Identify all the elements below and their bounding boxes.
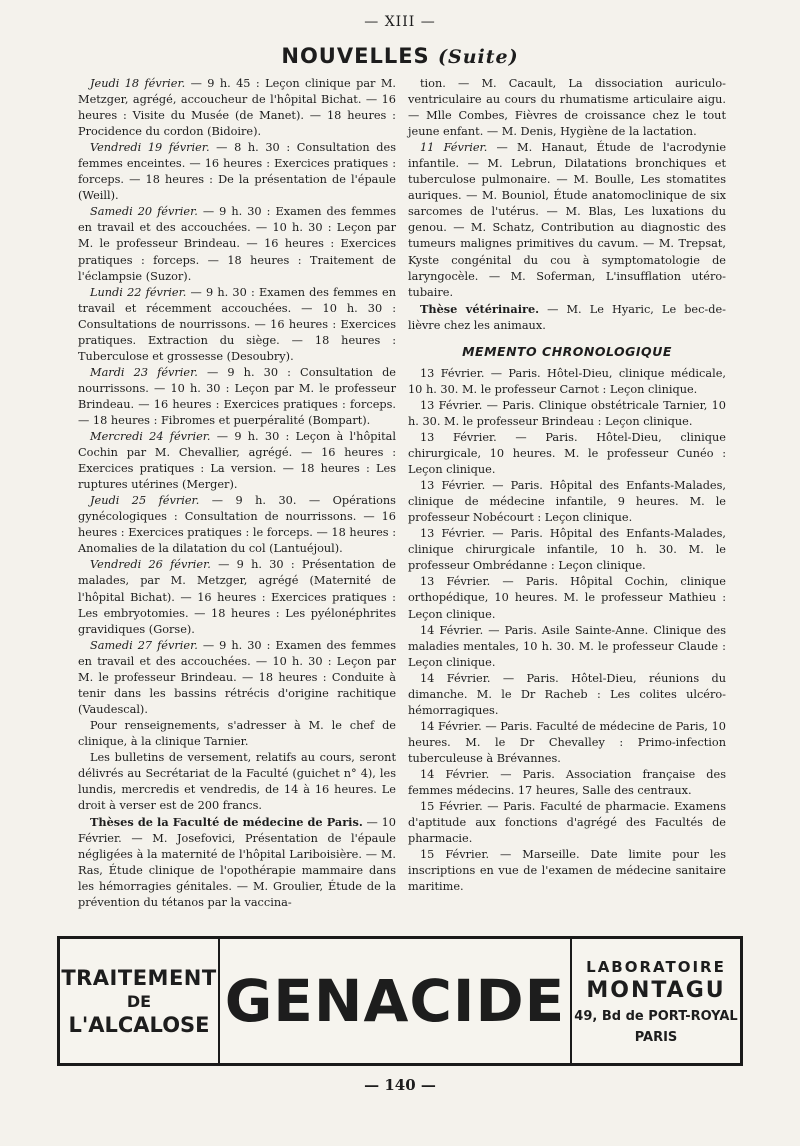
paragraph-date: Jeudi 25 février. [90, 494, 200, 508]
memento-entry: 13 Février. — Paris. Clinique obstétricale Tarnier, 10 h. 30. M. le professeur Brindeau : Leçon clinique. [408, 398, 726, 428]
paragraph-heading: Thèse vétérinaire. [420, 301, 540, 316]
paragraph-date: 11 Février. [420, 141, 488, 155]
paragraph-text: Pour renseignements, s'adresser à M. le chef de clinique, à la clinique Tarnier. [78, 718, 396, 748]
paragraph [78, 285, 396, 365]
genacide-advertisement [57, 936, 743, 1066]
memento-list [408, 366, 726, 896]
right-column [408, 76, 726, 895]
paragraph-text: — 9 h. 45 : Leçon clinique par M. Metzger, agrégé, accoucheur de l'hôpital Bichat. — 16 heures : Visite du Musée (de Manet). — 18 heures : Procidence du cordon (Bidoire). [78, 77, 397, 139]
section-title [0, 44, 800, 68]
ad-right-line1: LABORATOIRE [586, 957, 726, 976]
ad-laboratory-panel [572, 939, 740, 1063]
ad-left-line1: TRAITEMENT [61, 965, 217, 990]
paragraph [78, 718, 396, 750]
ad-brand: GENACIDE [220, 939, 572, 1063]
page-roman-numeral: — XIII — [364, 14, 436, 30]
paragraph [78, 750, 396, 814]
paragraph-text: — 9 h. 30 : Examen des femmes en travail et des accouchées. — 10 h. 30 : Leçon par M. le professeur Brindeau. — 18 heures : Conduite à tenir dans les bassins rétrécis d'origine rachitique (Vaudescal). [78, 638, 396, 716]
memento-entry: 14 Février. — Paris. Association française des femmes médecins. 17 heures, Salle des centraux. [408, 767, 726, 798]
paragraph [78, 365, 396, 429]
memento-title: MEMENTO CHRONOLOGIQUE [462, 343, 672, 359]
paragraph-text: — M. Le Hyaric, Le bec-de-lièvre chez les animaux. [408, 302, 726, 332]
paragraph-date: Vendredi 19 février. [90, 141, 210, 155]
paragraph [78, 557, 396, 637]
paragraph [408, 140, 726, 300]
paragraph [408, 301, 726, 334]
paragraph-text: — 9 h. 30 : Examen des femmes en travail et des accouchées. — 10 h. 30 : Leçon par M. le professeur Brindeau. — 16 heures : Exercices pratiques : forceps. — 18 heures : Traitement de l'éclampsie (Suzor). [78, 205, 396, 283]
paragraph-text: — 9 h. 30 : Présentation de malades, par M. Metzger, agrégé (Maternité de l'hôpital Bichat). — 16 heures : Exercices pratiques : Les embryotomies. — 18 heures : Les pyélonéphrites gravidiques (Gorse). [78, 558, 396, 636]
ad-right-line3: 49, Bd de PORT-ROYAL [574, 1008, 738, 1024]
memento-entry: 13 Février. — Paris. Hôtel-Dieu, clinique médicale, 10 h. 30. M. le professeur Carnot : Leçon clinique. [408, 366, 726, 396]
paragraph [78, 140, 396, 204]
paragraph-text: — 9 h. 30 : Consultation de nourrissons. — 10 h. 30 : Leçon par M. le professeur Brindeau. — 16 heures : Exercices pratiques : forceps. — 18 heures : Fibromes et puerpéralité (Bompart). [78, 365, 396, 427]
memento-entry: 13 Février. — Paris. Hôpital des Enfants-Malades, clinique chirurgicale infantile, 10 h. 30. M. le professeur Ombrédanne : Leçon clinique. [408, 527, 726, 573]
paragraph [408, 76, 726, 140]
memento-entry: 13 Février. — Paris. Hôpital des Enfants-Malades, clinique de médecine infantile, 9 heures. M. le professeur Nobécourt : Leçon clinique. [408, 479, 726, 525]
paragraph [78, 429, 396, 493]
paragraph-heading: Thèses de la Faculté de médecine de Paris. [90, 815, 363, 830]
paragraph-text: — 9 h. 30. — Opérations gynécologiques : Consultation de nourrissons. — 16 heures : Exercices pratiques : le forceps. — 18 heures : Anomalies de la dilatation du col (Lantuéjoul). [78, 494, 396, 556]
paragraph-date: Jeudi 18 février. [90, 77, 186, 90]
page-number: — 140 — [364, 1076, 436, 1094]
ad-right-line2: MONTAGU [586, 977, 726, 1003]
paragraph-text: — 8 h. 30 : Consultation des femmes enceintes. — 16 heures : Exercices pratiques : forceps. — 18 heures : De la présentation de l'épaule (Weill). [78, 141, 396, 203]
paragraph [78, 493, 396, 557]
paragraph-text: — 9 h. 30 : Examen des femmes en travail et récemment accouchées. — 10 h. 30 : Consultations de nourrissons. — 16 heures : Exercices pratiques. Extraction du siège. — 18 heures : Tuberculose et grossesse (Desoubry). [78, 285, 397, 363]
memento-entry: 13 Février. — Paris. Hôtel-Dieu, clinique chirurgicale, 10 heures. M. le professeur Cunéo : Leçon clinique. [408, 430, 726, 477]
paragraph-text: tion. — M. Cacault, La dissociation auriculo-ventriculaire au cours du rhumatisme articulaire aigu. — Mlle Combes, Fièvres de croissance chez le tout jeune enfant. — M. Denis, Hygiène de la lactation. [408, 77, 726, 139]
memento-entry: 15 Février. — Marseille. Date limite pour les inscriptions en vue de l'examen de médecine sanitaire maritime. [408, 848, 726, 894]
paragraph-text: — 9 h. 30 : Leçon à l'hôpital Cochin par M. Chevallier, agrégé. — 16 heures : Exercices pratiques : La version. — 18 heures : Les ruptures utérines (Merger). [78, 430, 396, 492]
paragraph [78, 76, 396, 140]
paragraph-text: — 10 Février. — M. Josefovici, Présentation de l'épaule négligées à la maternité de l'hôpital Lariboisière. — M. Ras, Étude clinique de l'opothérapie mammaire dans les hémorragies génitales. — M. Groulier, Étude de la prévention du tétanos par la vaccina- [78, 816, 396, 910]
paragraph [78, 204, 396, 284]
paragraph-date: Mercredi 24 février. [90, 430, 211, 444]
paragraph-date: Lundi 22 février. [90, 285, 187, 299]
ad-treatment-panel [60, 939, 220, 1063]
paragraph-date: Samedi 20 février. [90, 205, 198, 219]
memento-entry: 14 Février. — Paris. Faculté de médecine de Paris, 10 heures. M. le Dr Chevalley : Primo-infection tuberculeuse à Brévannes. [408, 719, 726, 765]
memento-entry: 14 Février. — Paris. Hôtel-Dieu, réunions du dimanche. M. le Dr Racheb : Les colites ulcéro-hémorragiques. [408, 671, 726, 717]
paragraph-text: — M. Hanaut, Étude de l'acrodynie infantile. — M. Lebrun, Dilatations bronchiques et tuberculose pulmonaire. — M. Boulle, Les stomatites auriques. — M. Bouniol, Étude anatomoclinique de six sarcomes de l'utérus. — M. Blas, Les luxations du genou. — M. Schatz, Contribution au diagnostic des tumeurs malignes primitives du cavum. — M. Trepsat, Kyste congénital du cou à symptomatologie de laryngocèle. — M. Soferman, L'insufflation utéro-tubaire. [408, 141, 726, 299]
left-column [78, 76, 396, 911]
memento-entry: 13 Février. — Paris. Hôpital Cochin, clinique orthopédique, 10 heures. M. le professeur Mathieu : Leçon clinique. [408, 575, 726, 621]
ad-right-line4: PARIS [634, 1029, 678, 1045]
memento-entry: 15 Février. — Paris. Faculté de pharmacie. Examens d'aptitude aux fonctions d'agrégé des Facultés de pharmacie. [408, 800, 726, 846]
section-title-text: NOUVELLES [281, 44, 430, 68]
ad-left-line2: DE [126, 991, 152, 1011]
memento-entry: 14 Février. — Paris. Asile Sainte-Anne. Clinique des maladies mentales, 10 h. 30. M. le professeur Claude : Leçon clinique. [408, 623, 726, 669]
paragraph-text: Les bulletins de versement, relatifs au cours, seront délivrés au Secrétariat de la Faculté (guichet n° 4), les lundis, mercredis et vendredis, de 14 à 16 heures. Le droit à verser est de 200 francs. [78, 750, 396, 813]
paragraph [78, 638, 396, 718]
paragraph [78, 814, 396, 911]
paragraph-date: Mardi 23 février. [90, 365, 198, 379]
paragraph-date: Vendredi 26 février. [90, 558, 211, 572]
paragraph-date: Samedi 27 février. [90, 638, 198, 652]
ad-left-line3: L'ALCALOSE [68, 1012, 210, 1037]
section-title-suffix: (Suite) [438, 46, 519, 68]
